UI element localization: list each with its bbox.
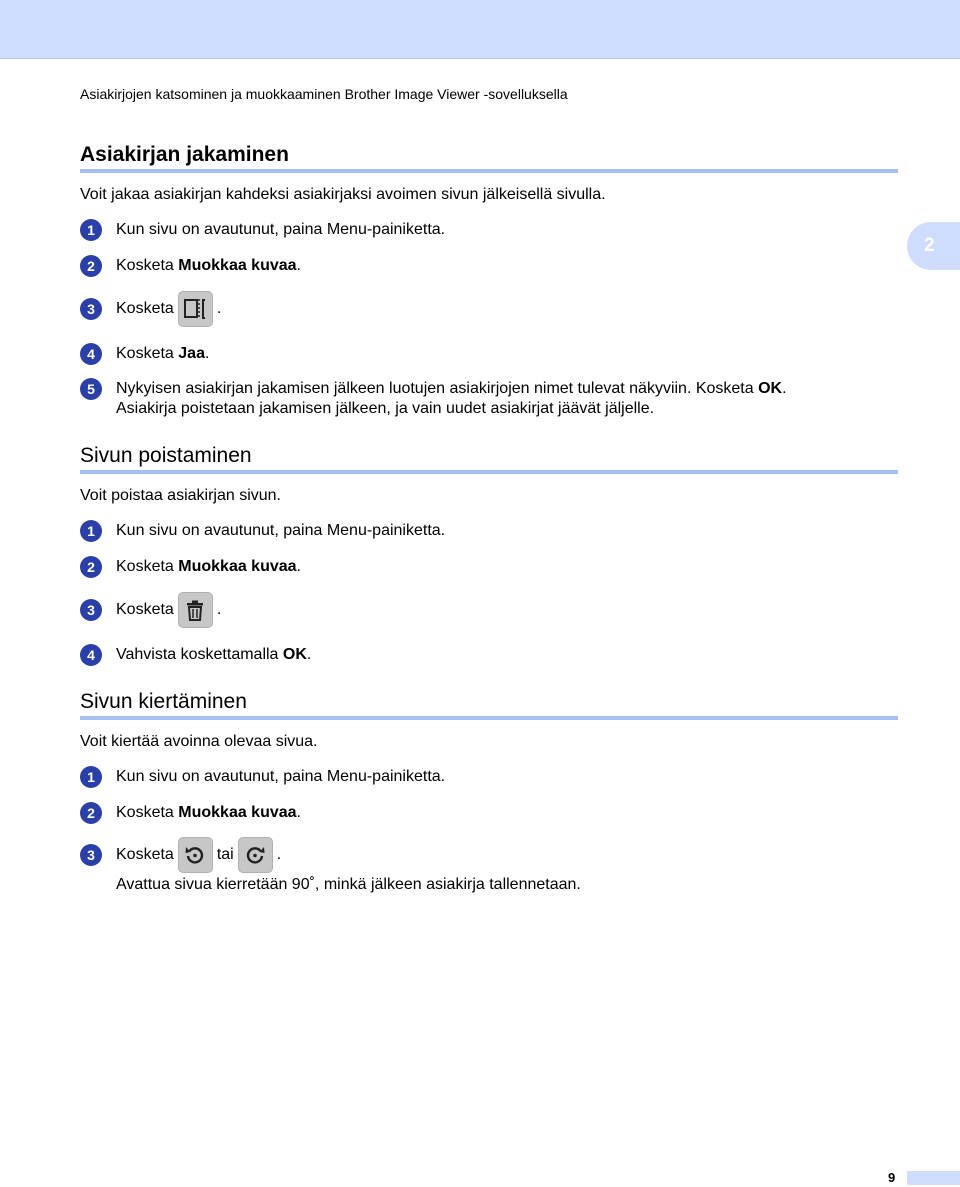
section-rule bbox=[80, 470, 898, 474]
section-intro: Voit poistaa asiakirjan sivun. bbox=[80, 487, 281, 504]
step-number: 2 bbox=[80, 802, 102, 824]
step-text-post: . bbox=[204, 345, 210, 362]
step-number: 1 bbox=[80, 219, 102, 241]
step-text-post: . bbox=[306, 646, 312, 663]
step-text bbox=[116, 804, 301, 822]
step-number: 2 bbox=[80, 255, 102, 277]
step-text-post: . bbox=[296, 257, 301, 274]
step-text bbox=[116, 646, 311, 664]
step-item bbox=[80, 801, 301, 825]
step-item bbox=[80, 555, 301, 579]
trash-icon bbox=[178, 592, 213, 628]
step-item bbox=[80, 843, 281, 867]
step-item bbox=[80, 342, 209, 366]
step-item bbox=[80, 519, 445, 543]
step-text-pre: Kosketa bbox=[116, 804, 179, 821]
step-number: 4 bbox=[80, 343, 102, 365]
rotate-left-icon bbox=[178, 837, 213, 873]
step-note: Asiakirja poistetaan jakamisen jälkeen, ja vain uudet asiakirjat jäävät jäljelle. bbox=[116, 400, 655, 417]
step-text-pre: Kosketa bbox=[116, 601, 174, 618]
step-text-post: . bbox=[296, 558, 301, 575]
section-title-rotate: Sivun kiertäminen bbox=[80, 690, 247, 713]
step-text-bold: Jaa bbox=[178, 345, 205, 362]
chapter-number: 2 bbox=[924, 235, 935, 256]
split-document-icon bbox=[178, 291, 213, 327]
step-text-pre: Vahvista koskettamalla bbox=[116, 646, 283, 663]
step-number: 3 bbox=[80, 298, 102, 320]
step-number: 2 bbox=[80, 556, 102, 578]
step-text-post: . bbox=[216, 300, 222, 317]
step-text bbox=[116, 558, 301, 576]
section-title-split: Asiakirjan jakaminen bbox=[80, 143, 289, 166]
section-intro: Voit jakaa asiakirjan kahdeksi asiakirjaksi avoimen sivun jälkeisellä sivulla. bbox=[80, 186, 606, 203]
top-header-band bbox=[0, 0, 960, 59]
section-rule bbox=[80, 716, 898, 720]
step-item bbox=[80, 254, 301, 278]
step-text-bold: Muokkaa kuvaa bbox=[178, 804, 297, 821]
step-note: Avattua sivua kierretään 90˚, minkä jälkeen asiakirja tallennetaan. bbox=[116, 876, 581, 893]
step-number: 5 bbox=[80, 378, 102, 400]
step-number: 3 bbox=[80, 599, 102, 621]
step-text-post: . bbox=[296, 804, 301, 821]
step-text-post: . bbox=[276, 846, 282, 863]
step-number: 4 bbox=[80, 644, 102, 666]
step-text bbox=[116, 345, 209, 363]
chapter-tab bbox=[907, 222, 960, 270]
page-number: 9 bbox=[888, 1170, 896, 1185]
step-text-post: . bbox=[782, 380, 787, 397]
step-item bbox=[80, 598, 221, 622]
step-number: 1 bbox=[80, 766, 102, 788]
step-text-bold: Muokkaa kuvaa bbox=[178, 257, 297, 274]
section-intro: Voit kiertää avoinna olevaa sivua. bbox=[80, 733, 318, 750]
step-item bbox=[80, 218, 445, 242]
page-number-bar bbox=[907, 1171, 960, 1185]
step-text-pre: Kosketa bbox=[116, 846, 174, 863]
section-title-delete: Sivun poistaminen bbox=[80, 444, 252, 467]
step-number: 3 bbox=[80, 844, 102, 866]
step-text-pre: Kosketa bbox=[116, 558, 179, 575]
step-item bbox=[80, 297, 221, 321]
step-number: 1 bbox=[80, 520, 102, 542]
step-text: Kun sivu on avautunut, paina Menu-painiketta. bbox=[116, 768, 446, 785]
step-text-pre: Kosketa bbox=[116, 345, 179, 362]
step-text-pre: Nykyisen asiakirjan jakamisen jälkeen luotujen asiakirjojen nimet tulevat näkyviin. Kosketa bbox=[116, 380, 759, 397]
running-header: Asiakirjojen katsominen ja muokkaaminen Brother Image Viewer -sovelluksella bbox=[80, 86, 568, 102]
step-text-bold: OK bbox=[282, 646, 307, 663]
step-text bbox=[116, 257, 301, 275]
step-text-bold: OK bbox=[758, 380, 783, 397]
step-text-bold: Muokkaa kuvaa bbox=[178, 558, 297, 575]
step-text-pre: Kosketa bbox=[116, 300, 174, 317]
rotate-right-icon bbox=[238, 837, 273, 873]
step-item bbox=[80, 765, 445, 789]
step-text: Kun sivu on avautunut, paina Menu-painiketta. bbox=[116, 522, 446, 539]
step-item bbox=[80, 377, 787, 401]
step-item bbox=[80, 643, 311, 667]
step-text: Kun sivu on avautunut, paina Menu-painiketta. bbox=[116, 221, 446, 238]
step-text-pre: Kosketa bbox=[116, 257, 179, 274]
step-text-post: . bbox=[216, 601, 222, 618]
step-text bbox=[116, 380, 787, 398]
section-rule bbox=[80, 169, 898, 173]
step-text-mid: tai bbox=[216, 846, 234, 863]
